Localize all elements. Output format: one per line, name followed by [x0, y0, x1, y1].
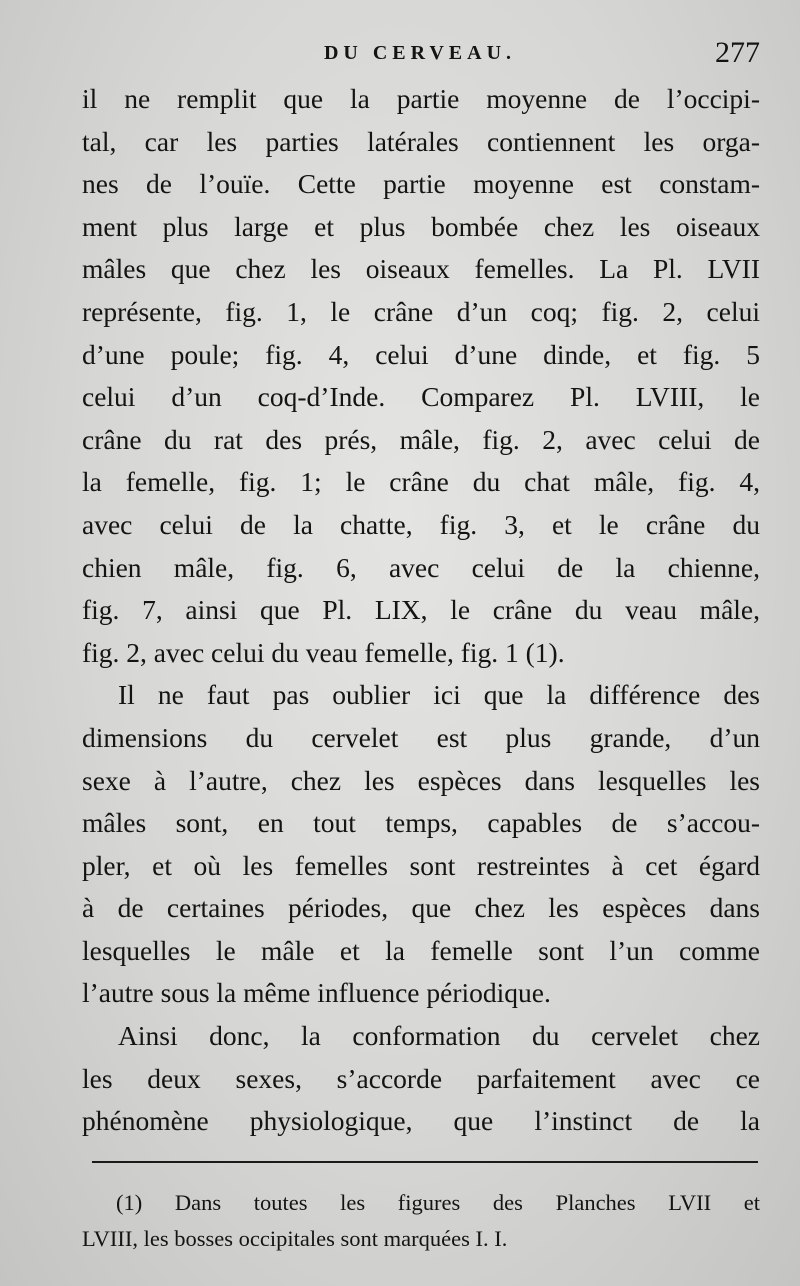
text-line: chien mâle, fig. 6, avec celui de la chienne, — [82, 551, 760, 583]
text-line: phénomène physiologique, que l’instinct de la — [82, 1105, 760, 1137]
paragraph-1 — [82, 78, 760, 674]
text-line: fig. 7, ainsi que Pl. LIX, le crâne du veau mâle, — [82, 594, 760, 626]
footnote-line: LVIII, les bosses occipitales sont marquées I. I. — [82, 1226, 508, 1251]
text-line: les deux sexes, s’accorde parfaitement avec ce — [82, 1062, 760, 1094]
footnote-rule — [92, 1161, 758, 1163]
text-line: pler, et où les femelles sont restreintes à cet égard — [82, 849, 760, 881]
text-line: lesquelles le mâle et la femelle sont l’un comme — [82, 934, 760, 966]
text-line: dimensions du cervelet est plus grande, d’un — [82, 721, 760, 753]
paragraph-3 — [82, 1015, 760, 1143]
text-line: d’une poule; fig. 4, celui d’une dinde, et fig. 5 — [82, 338, 760, 370]
text-line: celui d’un coq-d’Inde. Comparez Pl. LVIII, le — [82, 381, 760, 413]
text-line: crâne du rat des prés, mâle, fig. 2, avec celui de — [82, 423, 760, 455]
page-number: 277 — [715, 36, 760, 69]
text-line: la femelle, fig. 1; le crâne du chat mâle, fig. 4, — [82, 466, 760, 498]
text-line: mâles que chez les oiseaux femelles. La Pl. LVII — [82, 253, 760, 285]
body-text — [82, 78, 760, 1143]
text-line: représente, fig. 1, le crâne d’un coq; fig. 2, celui — [82, 295, 760, 327]
text-line: Il ne faut pas oublier ici que la différence des — [118, 679, 760, 711]
text-line: tal, car les parties latérales contiennent les orga- — [82, 125, 760, 157]
text-line: Ainsi donc, la conformation du cervelet chez — [118, 1020, 760, 1052]
footnote-line: (1) Dans toutes les figures des Planches LVII et — [116, 1190, 760, 1215]
text-line: il ne remplit que la partie moyenne de l’occipi- — [82, 83, 760, 114]
text-line: l’autre sous la même influence périodique. — [82, 977, 551, 1009]
footnote — [82, 1185, 760, 1257]
text-line: nes de l’ouïe. Cette partie moyenne est constam- — [82, 168, 760, 200]
text-line: sexe à l’autre, chez les espèces dans lesquelles les — [82, 764, 760, 796]
paragraph-2 — [82, 674, 760, 1015]
running-head-title: DU CERVEAU. — [323, 42, 517, 64]
text-line: mâles sont, en tout temps, capables de s’accou- — [82, 807, 760, 839]
running-head — [80, 36, 760, 76]
text-line: fig. 2, avec celui du veau femelle, fig. 1 (1). — [82, 636, 565, 668]
text-line: ment plus large et plus bombée chez les oiseaux — [82, 210, 760, 242]
text-line: avec celui de la chatte, fig. 3, et le crâne du — [82, 508, 760, 540]
text-line: à de certaines périodes, que chez les espèces dans — [82, 892, 760, 924]
